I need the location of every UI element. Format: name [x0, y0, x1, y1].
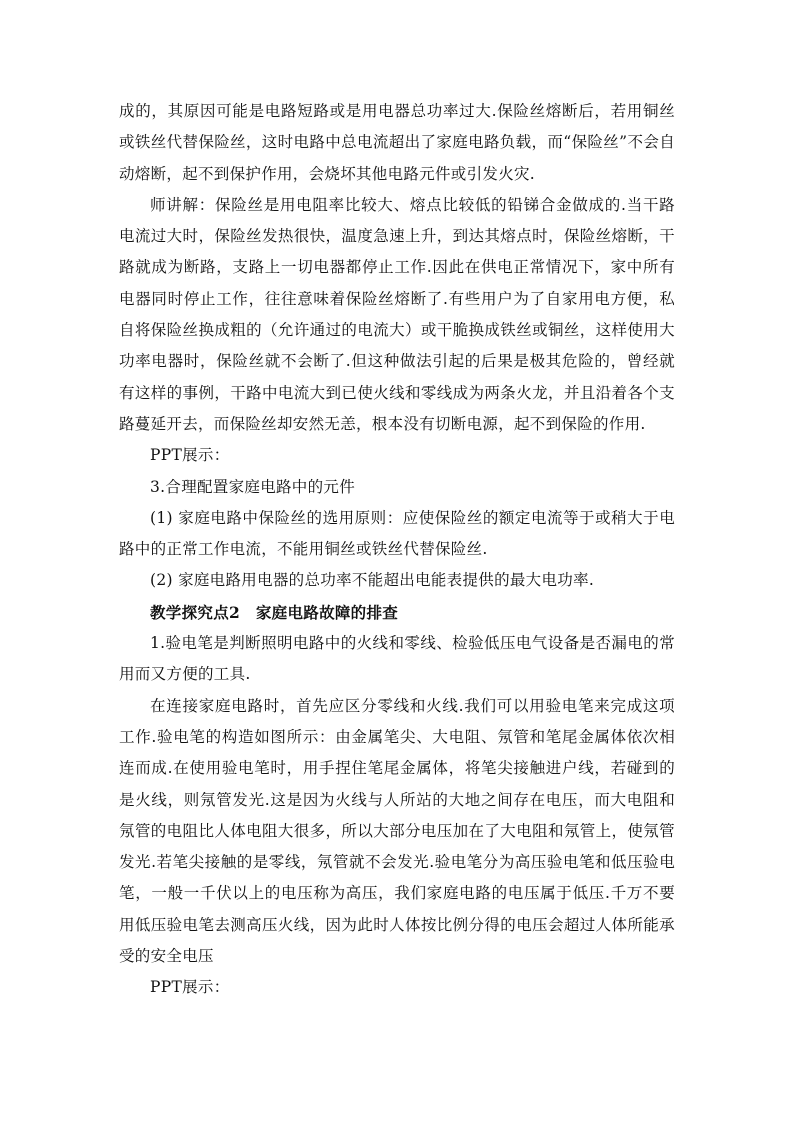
- paragraph-test-pen-intro: 1.验电笔是判断照明电路中的火线和零线、检验低压电气设备是否漏电的常用而又方便的工具.: [119, 634, 675, 684]
- paragraph-ppt-show-1: PPT展示：: [150, 446, 230, 465]
- paragraph-section-3-title: 3.合理配置家庭电路中的元件: [150, 477, 355, 496]
- section-heading-fault-check: 教学探究点2 家庭电路故障的排查: [150, 602, 399, 622]
- paragraph-ppt-show-2: PPT展示：: [150, 978, 230, 997]
- document-page: [119, 96, 675, 1004]
- paragraph-test-pen-usage: 在连接家庭电路时，首先应区分零线和火线.我们可以用验电笔来完成这项工作.验电笔的构造如图所示：由金属笔尖、大电阻、氖管和笔尾金属体依次相连而成.在使用验电笔时，用手捏住笔尾金属体，将笔尖接触进户线，若碰到的是火线，则氖管发光.这是因为火线与人所站的大地之间存在电压，而大电阻和氖管的电阻比人体电阻大很多，所以大部分电压加在了大电阻和氖管上，使氖管发光.若笔尖接触的是零线，氖管就不会发光.验电笔分为高压验电笔和低压验电笔，一般一千伏以上的电压称为高压，我们家庭电路的电压属于低压.千万不要用低压验电笔去测高压火线，因为此时人体按比例分得的电压会超过人体所能承受的安全电压: [119, 696, 675, 966]
- paragraph-teacher-explanation: 师讲解：保险丝是用电阻率比较大、熔点比较低的铅锑合金做成的.当干路电流过大时，保险丝发热很快，温度急速上升，到达其熔点时，保险丝熔断，干路就成为断路，支路上一切电器都停止工作.因此在供电正常情况下，家中所有电器同时停止工作，往往意味着保险丝熔断了.有些用户为了自家用电方便，私自将保险丝换成粗的（允许通过的电流大）或干脆换成铁丝或铜丝，这样使用大功率电器时，保险丝就不会断了.但这种做法引起的后果是极其危险的，曾经就有这样的事例，干路中电流大到已使火线和零线成为两条火龙，并且沿着各个支路蔓延开去，而保险丝却安然无恙，根本没有切断电源，起不到保险的作用.: [119, 195, 675, 433]
- paragraph-rule-1: (1) 家庭电路中保险丝的选用原则：应使保险丝的额定电流等于或稍大于电路中的正常工作电流，不能用铜丝或铁丝代替保险丝.: [119, 508, 675, 559]
- paragraph-rule-2: (2) 家庭电路用电器的总功率不能超出电能表提供的最大电功率.: [150, 571, 595, 590]
- paragraph-fuse-cause: 成的，其原因可能是电路短路或是用电器总功率过大.保险丝熔断后，若用铜丝或铁丝代替保险丝，这时电路中总电流超出了家庭电路负载，而“保险丝”不会自动熔断，起不到保护作用，会烧坏其他电路元件或引发火灾.: [119, 102, 675, 183]
